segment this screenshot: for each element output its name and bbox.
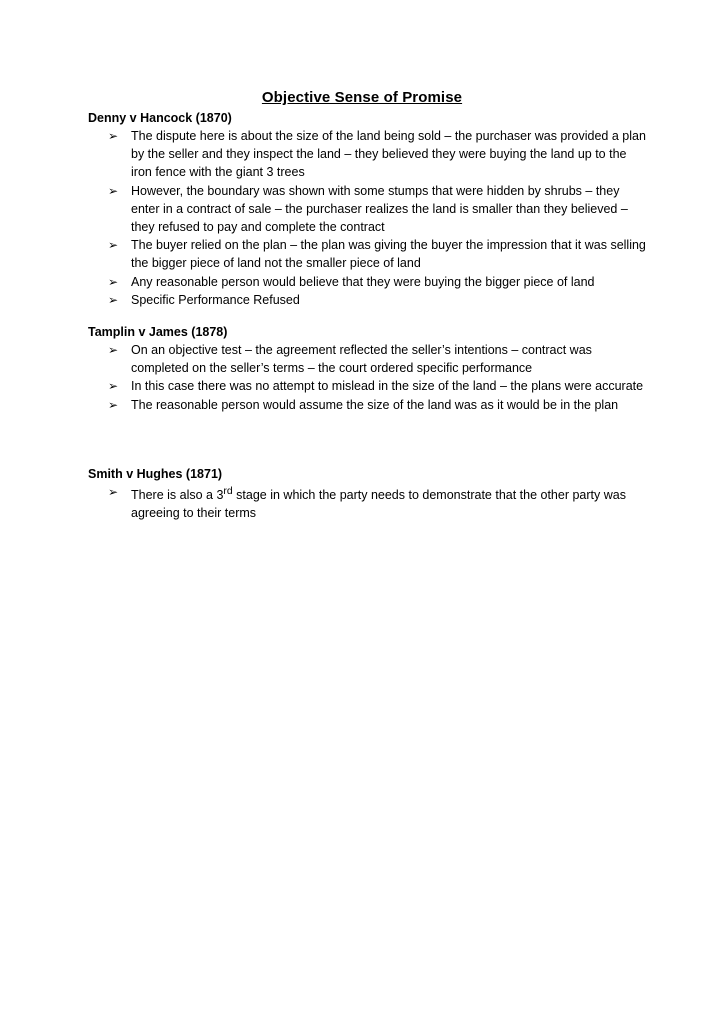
bullet-point bbox=[88, 291, 648, 309]
document-title: Objective Sense of Promise bbox=[261, 89, 463, 106]
arrow-bullet-icon: ➢ bbox=[108, 292, 119, 307]
case-section-tamplin-v-james bbox=[88, 323, 648, 414]
bullet-point bbox=[88, 273, 648, 291]
bullet-text: The dispute here is about the size of the land being sold – the purchaser was provided a plan by the seller and they inspect the land – they believed they were buying the land up to the iron fence with the giant 3 trees bbox=[131, 129, 646, 180]
arrow-bullet-icon: ➢ bbox=[108, 238, 119, 253]
bullet-point bbox=[88, 236, 648, 272]
bullet-text: The reasonable person would assume the size of the land was as it would be in the plan bbox=[131, 397, 619, 412]
arrow-bullet-icon: ➢ bbox=[108, 274, 119, 289]
bullet-list bbox=[88, 483, 648, 523]
bullet-text-part: There is also a 3 bbox=[131, 488, 224, 503]
arrow-bullet-icon: ➢ bbox=[108, 183, 119, 198]
case-heading: Tamplin v James (1878) bbox=[88, 325, 228, 339]
bullet-text: However, the boundary was shown with some stumps that were hidden by shrubs – they enter in a contract of sale – the purchaser realizes the land is smaller than they believed – they refused to pay and complete the contract bbox=[131, 183, 628, 235]
bullet-list bbox=[88, 127, 648, 309]
bullet-text: On an objective test – the agreement reflected the seller’s intentions – contract was completed on the seller’s terms – the court ordered specific performance bbox=[131, 343, 592, 376]
bullet-list bbox=[88, 341, 648, 414]
bullet-text-part: stage in which the party needs to demonstrate that the other party was agreeing to their terms bbox=[131, 488, 626, 521]
bullet-text: The buyer relied on the plan – the plan was giving the buyer the impression that it was selling the bigger piece of land not the smaller piece of land bbox=[131, 238, 646, 271]
bullet-point bbox=[88, 377, 648, 395]
case-heading: Denny v Hancock (1870) bbox=[88, 111, 232, 125]
bullet-text: In this case there was no attempt to mislead in the size of the land – the plans were accurate bbox=[131, 379, 644, 394]
case-heading: Smith v Hughes (1871) bbox=[88, 467, 223, 481]
bullet-text: Any reasonable person would believe that they were buying the bigger piece of land bbox=[131, 274, 595, 289]
bullet-text: Specific Performance Refused bbox=[131, 292, 300, 307]
arrow-bullet-icon: ➢ bbox=[108, 379, 119, 394]
bullet-point bbox=[88, 483, 648, 523]
bullet-point bbox=[88, 396, 648, 414]
case-section-denny-v-hancock bbox=[88, 109, 648, 309]
bullet-point bbox=[88, 182, 648, 237]
arrow-bullet-icon: ➢ bbox=[108, 129, 119, 143]
bullet-text bbox=[131, 488, 626, 520]
arrow-bullet-icon: ➢ bbox=[108, 397, 119, 412]
arrow-bullet-icon: ➢ bbox=[108, 485, 119, 499]
arrow-bullet-icon: ➢ bbox=[108, 343, 119, 357]
ordinal-superscript: rd bbox=[223, 486, 233, 497]
bullet-point bbox=[88, 341, 648, 377]
case-section-smith-v-hughes bbox=[88, 465, 648, 523]
bullet-point bbox=[88, 127, 648, 182]
